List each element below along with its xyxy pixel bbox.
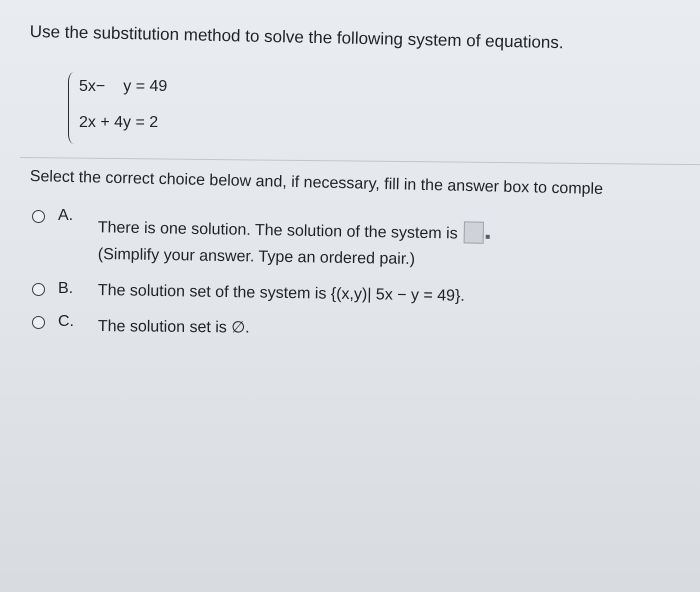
instruction-text: Select the correct choice below and, if necessary, fill in the answer box to comple <box>29 168 604 199</box>
option-a-hint: (Simplify your answer. Type an ordered pair.) <box>97 246 416 268</box>
equation-1 <box>79 78 167 96</box>
option-a-line1: There is one solution. The solution of the system is <box>97 219 458 243</box>
option-c-radio[interactable] <box>32 316 45 329</box>
option-b-text: The solution set of the system is {(x,y)| 5x − y = 49}. <box>97 282 465 305</box>
option-a-text <box>98 217 490 246</box>
equation-1-left: 5x− <box>79 78 106 95</box>
left-brace <box>68 72 75 144</box>
question-text: Use the substitution method to solve the following system of equations. <box>29 22 564 53</box>
option-a-letter: A. <box>58 207 74 224</box>
equation-2: 2x + 4y = 2 <box>79 114 159 131</box>
answer-box[interactable] <box>463 221 483 243</box>
option-c-text: The solution set is ∅. <box>97 317 250 337</box>
equation-1-right: y = 49 <box>123 78 168 95</box>
option-b-radio[interactable] <box>32 283 45 296</box>
answer-box-dot <box>486 235 490 239</box>
divider <box>20 157 700 165</box>
option-b-letter: B. <box>58 280 74 297</box>
equation-system <box>68 70 208 148</box>
option-a-radio[interactable] <box>32 210 45 223</box>
option-c-letter: C. <box>58 313 74 330</box>
